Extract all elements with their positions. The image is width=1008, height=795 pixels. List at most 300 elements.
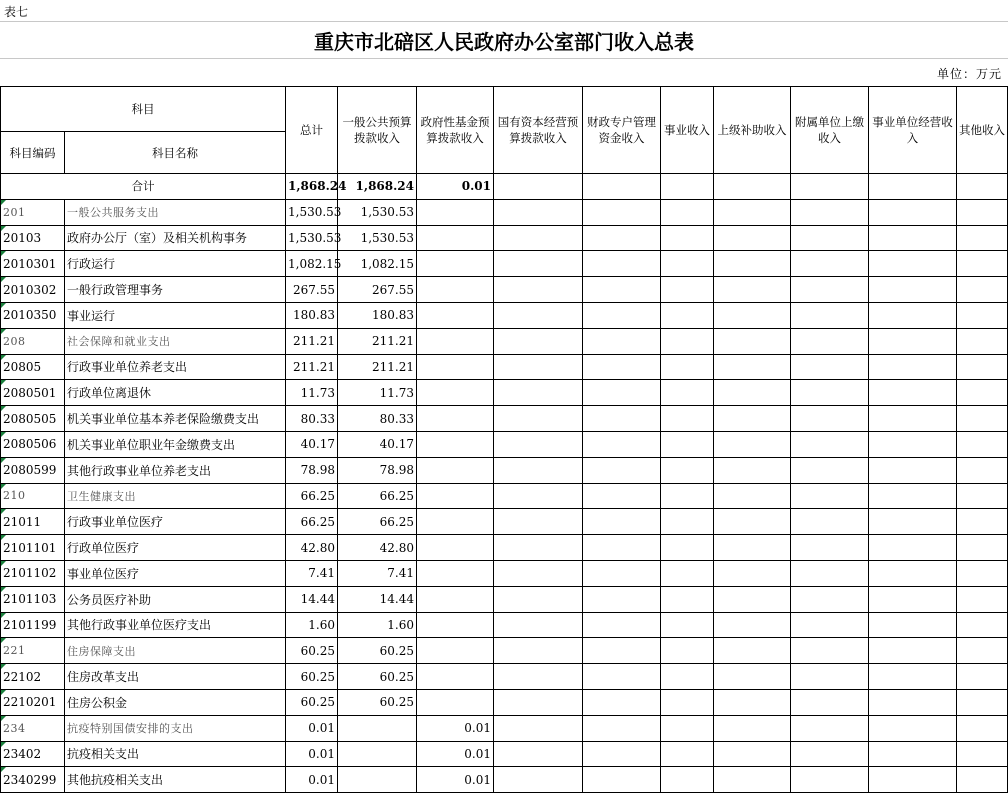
empty-cell bbox=[957, 612, 1008, 638]
row-general-budget: 7.41 bbox=[338, 560, 417, 586]
empty-cell bbox=[583, 638, 661, 664]
empty-cell bbox=[583, 277, 661, 303]
income-table bbox=[0, 86, 1008, 793]
table-row bbox=[1, 251, 1008, 277]
empty-cell bbox=[494, 509, 583, 535]
table-row bbox=[1, 431, 1008, 457]
row-general-budget: 80.33 bbox=[338, 406, 417, 432]
empty-cell bbox=[714, 664, 791, 690]
empty-cell bbox=[791, 638, 869, 664]
empty-cell bbox=[791, 406, 869, 432]
row-total: 267.55 bbox=[286, 277, 338, 303]
empty-cell bbox=[494, 715, 583, 741]
empty-cell bbox=[957, 431, 1008, 457]
empty-cell bbox=[494, 535, 583, 561]
empty-cell bbox=[714, 406, 791, 432]
table-row bbox=[1, 767, 1008, 793]
row-total: 78.98 bbox=[286, 457, 338, 483]
empty-cell bbox=[661, 380, 714, 406]
row-general-budget: 66.25 bbox=[338, 509, 417, 535]
row-general-budget: 211.21 bbox=[338, 328, 417, 354]
empty-cell bbox=[661, 586, 714, 612]
total-row bbox=[1, 174, 1008, 200]
empty-cell bbox=[583, 328, 661, 354]
empty-cell bbox=[714, 431, 791, 457]
row-gov-fund: 0.01 bbox=[417, 741, 494, 767]
unit-label: 单位：万元 bbox=[936, 67, 1002, 81]
row-gov-fund bbox=[417, 225, 494, 251]
empty-cell bbox=[869, 199, 957, 225]
empty-cell bbox=[869, 457, 957, 483]
empty-cell bbox=[583, 199, 661, 225]
empty-cell bbox=[714, 328, 791, 354]
empty-cell bbox=[661, 457, 714, 483]
empty-cell bbox=[714, 457, 791, 483]
header-other: 其他收入 bbox=[957, 87, 1008, 174]
empty-cell bbox=[957, 586, 1008, 612]
row-gov-fund bbox=[417, 251, 494, 277]
empty-cell bbox=[957, 225, 1008, 251]
empty-cell bbox=[494, 612, 583, 638]
row-code: 23402 bbox=[1, 741, 65, 767]
empty-cell bbox=[869, 431, 957, 457]
table-row bbox=[1, 302, 1008, 328]
empty-cell bbox=[869, 664, 957, 690]
row-general-budget: 78.98 bbox=[338, 457, 417, 483]
empty-cell bbox=[791, 535, 869, 561]
header-general-budget: 一般公共预算拨款收入 bbox=[338, 87, 417, 174]
row-total: 211.21 bbox=[286, 328, 338, 354]
empty-cell bbox=[869, 225, 957, 251]
empty-cell bbox=[957, 767, 1008, 793]
row-code: 2101199 bbox=[1, 612, 65, 638]
row-gov-fund bbox=[417, 664, 494, 690]
row-gov-fund bbox=[417, 638, 494, 664]
row-general-budget: 60.25 bbox=[338, 664, 417, 690]
row-total: 11.73 bbox=[286, 380, 338, 406]
empty-cell bbox=[869, 715, 957, 741]
row-name: 机关事业单位基本养老保险缴费支出 bbox=[65, 406, 286, 432]
empty-cell bbox=[791, 560, 869, 586]
empty-cell bbox=[791, 431, 869, 457]
empty-cell bbox=[661, 509, 714, 535]
row-name: 行政事业单位养老支出 bbox=[65, 354, 286, 380]
header-affiliated: 附属单位上缴收入 bbox=[791, 87, 869, 174]
table-row bbox=[1, 277, 1008, 303]
row-name: 行政运行 bbox=[65, 251, 286, 277]
empty-cell bbox=[957, 328, 1008, 354]
empty-cell bbox=[957, 302, 1008, 328]
empty-cell bbox=[957, 741, 1008, 767]
empty-cell bbox=[957, 664, 1008, 690]
empty-cell bbox=[869, 638, 957, 664]
header-code: 科目编码 bbox=[1, 132, 65, 174]
row-general-budget: 180.83 bbox=[338, 302, 417, 328]
empty-cell bbox=[494, 638, 583, 664]
empty-cell bbox=[583, 689, 661, 715]
row-total: 211.21 bbox=[286, 354, 338, 380]
empty-cell bbox=[661, 638, 714, 664]
row-code: 208 bbox=[1, 328, 65, 354]
row-general-budget: 1,530.53 bbox=[338, 225, 417, 251]
empty-cell bbox=[957, 380, 1008, 406]
empty-cell bbox=[957, 715, 1008, 741]
table-row bbox=[1, 741, 1008, 767]
table-row bbox=[1, 354, 1008, 380]
empty-cell bbox=[661, 251, 714, 277]
empty-cell bbox=[791, 302, 869, 328]
empty-cell bbox=[791, 354, 869, 380]
empty-cell bbox=[714, 586, 791, 612]
header-state-capital: 国有资本经营预算拨款收入 bbox=[494, 87, 583, 174]
empty-cell bbox=[583, 457, 661, 483]
empty-cell bbox=[957, 251, 1008, 277]
empty-cell bbox=[583, 380, 661, 406]
row-name: 行政单位离退休 bbox=[65, 380, 286, 406]
empty-cell bbox=[791, 199, 869, 225]
empty-cell bbox=[583, 767, 661, 793]
empty-cell bbox=[869, 560, 957, 586]
empty-cell bbox=[661, 277, 714, 303]
row-code: 2101101 bbox=[1, 535, 65, 561]
row-total: 0.01 bbox=[286, 741, 338, 767]
empty-cell bbox=[869, 741, 957, 767]
header-operating: 事业单位经营收入 bbox=[869, 87, 957, 174]
page-title: 重庆市北碚区人民政府办公室部门收入总表 bbox=[314, 30, 694, 54]
table-row bbox=[1, 406, 1008, 432]
row-gov-fund bbox=[417, 689, 494, 715]
empty-cell bbox=[957, 638, 1008, 664]
row-total: 14.44 bbox=[286, 586, 338, 612]
empty-cell bbox=[583, 664, 661, 690]
empty-cell bbox=[957, 199, 1008, 225]
empty-cell bbox=[661, 406, 714, 432]
row-total: 42.80 bbox=[286, 535, 338, 561]
table-row bbox=[1, 199, 1008, 225]
empty-cell bbox=[714, 380, 791, 406]
empty-cell bbox=[791, 328, 869, 354]
empty-cell bbox=[791, 277, 869, 303]
header-row-1 bbox=[1, 87, 1008, 132]
row-name: 其他行政事业单位医疗支出 bbox=[65, 612, 286, 638]
empty-cell bbox=[957, 483, 1008, 509]
row-total: 66.25 bbox=[286, 509, 338, 535]
row-gov-fund bbox=[417, 586, 494, 612]
empty-cell bbox=[791, 664, 869, 690]
table-row bbox=[1, 509, 1008, 535]
row-name: 社会保障和就业支出 bbox=[65, 328, 286, 354]
empty-cell bbox=[869, 406, 957, 432]
title-bar bbox=[0, 22, 1008, 59]
empty-cell bbox=[583, 715, 661, 741]
row-total: 0.01 bbox=[286, 715, 338, 741]
row-gov-fund bbox=[417, 406, 494, 432]
empty-cell bbox=[661, 199, 714, 225]
empty-cell bbox=[869, 509, 957, 535]
empty-cell bbox=[494, 354, 583, 380]
empty-cell bbox=[791, 483, 869, 509]
row-gov-fund bbox=[417, 277, 494, 303]
empty-cell bbox=[583, 431, 661, 457]
table-row bbox=[1, 225, 1008, 251]
total-label: 合计 bbox=[1, 174, 286, 200]
row-gov-fund bbox=[417, 457, 494, 483]
empty-cell bbox=[583, 354, 661, 380]
row-code: 2080599 bbox=[1, 457, 65, 483]
row-gov-fund bbox=[417, 380, 494, 406]
row-gov-fund bbox=[417, 612, 494, 638]
table-row bbox=[1, 457, 1008, 483]
row-code: 22102 bbox=[1, 664, 65, 690]
header-fiscal-special: 财政专户管理资金收入 bbox=[583, 87, 661, 174]
row-code: 234 bbox=[1, 715, 65, 741]
table-body bbox=[1, 174, 1008, 793]
empty-cell bbox=[869, 328, 957, 354]
row-code: 20103 bbox=[1, 225, 65, 251]
empty-cell bbox=[791, 715, 869, 741]
row-gov-fund bbox=[417, 328, 494, 354]
row-general-budget: 14.44 bbox=[338, 586, 417, 612]
empty-cell bbox=[661, 560, 714, 586]
row-name: 其他抗疫相关支出 bbox=[65, 767, 286, 793]
empty-cell bbox=[583, 302, 661, 328]
row-total: 1,530.53 bbox=[286, 225, 338, 251]
empty-cell bbox=[791, 509, 869, 535]
row-general-budget: 60.25 bbox=[338, 638, 417, 664]
row-total: 40.17 bbox=[286, 431, 338, 457]
empty-cell bbox=[714, 741, 791, 767]
total-gov-fund: 0.01 bbox=[417, 174, 494, 200]
table-row bbox=[1, 535, 1008, 561]
empty-cell bbox=[583, 406, 661, 432]
table-row bbox=[1, 664, 1008, 690]
empty-cell bbox=[791, 741, 869, 767]
empty-cell bbox=[791, 251, 869, 277]
row-name: 公务员医疗补助 bbox=[65, 586, 286, 612]
empty-cell bbox=[957, 560, 1008, 586]
empty-cell bbox=[661, 612, 714, 638]
row-code: 2080506 bbox=[1, 431, 65, 457]
empty-cell bbox=[714, 483, 791, 509]
empty-cell bbox=[494, 586, 583, 612]
row-total: 80.33 bbox=[286, 406, 338, 432]
empty-cell bbox=[494, 406, 583, 432]
empty-cell bbox=[957, 354, 1008, 380]
empty-cell bbox=[494, 560, 583, 586]
header-subject: 科目 bbox=[1, 87, 286, 132]
empty-cell bbox=[494, 767, 583, 793]
row-gov-fund: 0.01 bbox=[417, 715, 494, 741]
empty-cell bbox=[494, 431, 583, 457]
empty-cell bbox=[661, 225, 714, 251]
row-code: 2210201 bbox=[1, 689, 65, 715]
row-total: 60.25 bbox=[286, 664, 338, 690]
row-gov-fund bbox=[417, 302, 494, 328]
empty-cell bbox=[661, 354, 714, 380]
row-code: 2010302 bbox=[1, 277, 65, 303]
empty-cell bbox=[714, 535, 791, 561]
sheet-label-bar bbox=[0, 0, 1008, 22]
empty-cell bbox=[494, 251, 583, 277]
table-row bbox=[1, 612, 1008, 638]
total-general-budget: 1,868.24 bbox=[338, 174, 417, 200]
row-total: 1.60 bbox=[286, 612, 338, 638]
header-name: 科目名称 bbox=[65, 132, 286, 174]
row-general-budget: 1.60 bbox=[338, 612, 417, 638]
table-row bbox=[1, 689, 1008, 715]
empty-cell bbox=[791, 457, 869, 483]
row-general-budget: 40.17 bbox=[338, 431, 417, 457]
empty-cell bbox=[583, 612, 661, 638]
empty-cell bbox=[869, 612, 957, 638]
total-total: 1,868.24 bbox=[286, 174, 338, 200]
row-code: 21011 bbox=[1, 509, 65, 535]
row-name: 抗疫相关支出 bbox=[65, 741, 286, 767]
empty-cell bbox=[661, 328, 714, 354]
empty-cell bbox=[494, 689, 583, 715]
row-code: 2080505 bbox=[1, 406, 65, 432]
empty-cell bbox=[661, 302, 714, 328]
empty-cell bbox=[583, 560, 661, 586]
empty-cell bbox=[957, 535, 1008, 561]
empty-cell bbox=[661, 767, 714, 793]
row-total: 66.25 bbox=[286, 483, 338, 509]
empty-cell bbox=[494, 199, 583, 225]
empty-cell bbox=[494, 380, 583, 406]
row-name: 住房改革支出 bbox=[65, 664, 286, 690]
empty-cell bbox=[494, 664, 583, 690]
row-name: 政府办公厅（室）及相关机构事务 bbox=[65, 225, 286, 251]
empty-cell bbox=[714, 715, 791, 741]
empty-cell bbox=[957, 509, 1008, 535]
row-code: 201 bbox=[1, 199, 65, 225]
empty-cell bbox=[869, 277, 957, 303]
empty-cell bbox=[661, 483, 714, 509]
empty-cell bbox=[791, 689, 869, 715]
empty-cell bbox=[869, 586, 957, 612]
empty-cell bbox=[869, 354, 957, 380]
row-total: 7.41 bbox=[286, 560, 338, 586]
table-row bbox=[1, 483, 1008, 509]
empty-cell bbox=[494, 457, 583, 483]
row-name: 机关事业单位职业年金缴费支出 bbox=[65, 431, 286, 457]
empty-cell bbox=[791, 225, 869, 251]
row-name: 其他行政事业单位养老支出 bbox=[65, 457, 286, 483]
empty-cell bbox=[869, 380, 957, 406]
row-gov-fund bbox=[417, 354, 494, 380]
empty-cell bbox=[583, 586, 661, 612]
row-total: 60.25 bbox=[286, 638, 338, 664]
empty-cell bbox=[714, 199, 791, 225]
empty-cell bbox=[714, 509, 791, 535]
table-row bbox=[1, 560, 1008, 586]
table-row bbox=[1, 586, 1008, 612]
empty-cell bbox=[714, 638, 791, 664]
row-code: 2080501 bbox=[1, 380, 65, 406]
empty-cell bbox=[661, 431, 714, 457]
row-name: 行政单位医疗 bbox=[65, 535, 286, 561]
empty-cell bbox=[583, 225, 661, 251]
row-general-budget bbox=[338, 741, 417, 767]
row-name: 住房公积金 bbox=[65, 689, 286, 715]
empty-cell bbox=[714, 560, 791, 586]
unit-bar bbox=[0, 59, 1008, 86]
empty-cell bbox=[714, 251, 791, 277]
row-code: 2101102 bbox=[1, 560, 65, 586]
empty-cell bbox=[661, 741, 714, 767]
row-code: 2010301 bbox=[1, 251, 65, 277]
empty-cell bbox=[494, 741, 583, 767]
empty-cell bbox=[869, 535, 957, 561]
row-gov-fund bbox=[417, 535, 494, 561]
empty-cell bbox=[661, 715, 714, 741]
row-gov-fund bbox=[417, 509, 494, 535]
empty-cell bbox=[714, 225, 791, 251]
row-gov-fund bbox=[417, 199, 494, 225]
empty-cell bbox=[583, 741, 661, 767]
row-name: 行政事业单位医疗 bbox=[65, 509, 286, 535]
empty-cell bbox=[869, 302, 957, 328]
empty-cell bbox=[714, 767, 791, 793]
row-total: 60.25 bbox=[286, 689, 338, 715]
header-superior-subsidy: 上级补助收入 bbox=[714, 87, 791, 174]
empty-cell bbox=[494, 225, 583, 251]
empty-cell bbox=[583, 251, 661, 277]
empty-cell bbox=[791, 380, 869, 406]
empty-cell bbox=[583, 509, 661, 535]
row-code: 2010350 bbox=[1, 302, 65, 328]
empty-cell bbox=[869, 483, 957, 509]
empty-cell bbox=[494, 483, 583, 509]
row-code: 20805 bbox=[1, 354, 65, 380]
empty-cell bbox=[869, 689, 957, 715]
empty-cell bbox=[583, 535, 661, 561]
row-name: 卫生健康支出 bbox=[65, 483, 286, 509]
row-total: 1,530.53 bbox=[286, 199, 338, 225]
row-general-budget bbox=[338, 767, 417, 793]
header-gov-fund: 政府性基金预算拨款收入 bbox=[417, 87, 494, 174]
empty-cell bbox=[791, 767, 869, 793]
row-name: 抗疫特别国债安排的支出 bbox=[65, 715, 286, 741]
row-general-budget: 60.25 bbox=[338, 689, 417, 715]
row-general-budget: 211.21 bbox=[338, 354, 417, 380]
row-general-budget: 1,530.53 bbox=[338, 199, 417, 225]
empty-cell bbox=[869, 767, 957, 793]
row-name: 一般公共服务支出 bbox=[65, 199, 286, 225]
empty-cell bbox=[714, 689, 791, 715]
row-general-budget bbox=[338, 715, 417, 741]
row-code: 221 bbox=[1, 638, 65, 664]
row-general-budget: 267.55 bbox=[338, 277, 417, 303]
empty-cell bbox=[494, 302, 583, 328]
row-name: 事业单位医疗 bbox=[65, 560, 286, 586]
empty-cell bbox=[869, 251, 957, 277]
empty-cell bbox=[957, 689, 1008, 715]
empty-cell bbox=[494, 277, 583, 303]
row-code: 210 bbox=[1, 483, 65, 509]
row-gov-fund: 0.01 bbox=[417, 767, 494, 793]
empty-cell bbox=[714, 277, 791, 303]
header-total: 总计 bbox=[286, 87, 338, 174]
row-general-budget: 66.25 bbox=[338, 483, 417, 509]
row-name: 事业运行 bbox=[65, 302, 286, 328]
row-code: 2101103 bbox=[1, 586, 65, 612]
row-total: 0.01 bbox=[286, 767, 338, 793]
empty-cell bbox=[583, 483, 661, 509]
table-row bbox=[1, 715, 1008, 741]
empty-cell bbox=[957, 406, 1008, 432]
header-business: 事业收入 bbox=[661, 87, 714, 174]
